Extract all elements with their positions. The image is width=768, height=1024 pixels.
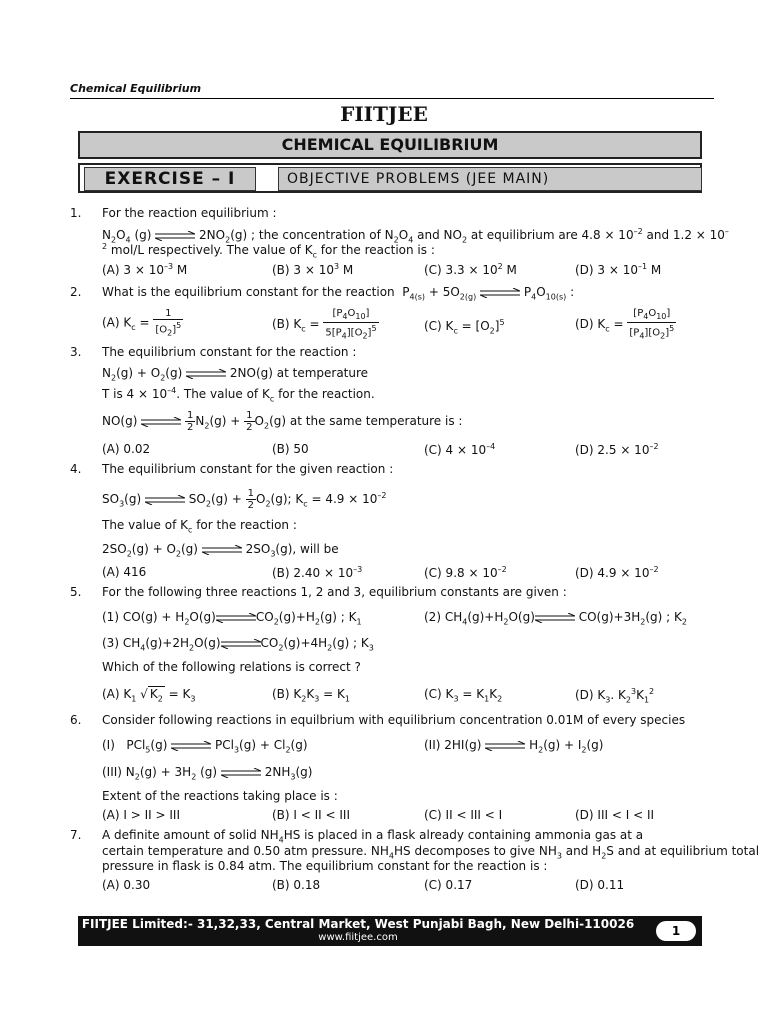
option: (C) $3.3 \times 10^2$ M	[424, 262, 517, 277]
q3-equation2: NO(g) $\frac{1}{2}$ $N_2(g)$ + $\frac{1}{2}$ $O_2(g)$ at the same temperature is :	[102, 410, 463, 433]
q4-equation2: $2SO_2(g) + O_2(g)$ $2SO_3(g)$, will be	[102, 542, 339, 559]
question-stem: For the following three reactions 1, 2 and 3, equilibrium constants are given :	[102, 585, 567, 599]
option: (C) $4 \times 10^{-4}$	[424, 442, 496, 457]
header-rule	[70, 98, 714, 99]
q4-line: The value of $K_c$ for the reaction :	[102, 518, 297, 535]
equilibrium-arrow-icon	[480, 288, 520, 298]
equilibrium-arrow-icon	[221, 768, 261, 778]
equilibrium-arrow-icon	[171, 741, 211, 751]
option: (D) $3 \times 10^{-1}$ M	[575, 262, 662, 277]
q5-reaction-1: (1) $CO(g) + H_2O(g)$ $CO_2(g)+H_2(g)$ ; $K_1$	[102, 610, 362, 627]
question-stem: The equilibrium constant for the reaction :	[102, 345, 357, 359]
q7-line2: certain temperature and 0.50 atm pressure. $NH_4HS$ decomposes to give $NH_3$ and $H_2S$ and at equilibrium total	[102, 844, 760, 861]
option: (A) $3 \times 10^{-3}$ M	[102, 262, 188, 277]
option: (A) 416	[102, 565, 147, 579]
option: (A) 0.02	[102, 442, 151, 456]
option: (A) $K_c$ = $\frac{1}{[O_2]^5}$	[102, 308, 182, 338]
option: (B) I < II < III	[272, 808, 351, 822]
option: (B) $3 \times 10^3$ M	[272, 262, 354, 277]
question-stem: What is the equilibrium constant for the reaction $P_{4(s)} + 5O_{2(g)}$ $P_4O_{10(s)}$ :	[102, 285, 575, 302]
option: (C) II < III < I	[424, 808, 503, 822]
option: (C) $K_c = [O_2]^5$	[424, 318, 505, 336]
brand-title: FIITJEE	[340, 102, 428, 126]
question-number: 3.	[70, 345, 82, 359]
q6-reaction-3: (III) $N_2(g) + 3H_2$ (g) $2NH_3(g)$	[102, 765, 313, 782]
footer-address: FIITJEE Limited:- 31,32,33, Central Market, West Punjabi Bagh, New Delhi-110026	[81, 917, 635, 931]
q7-line1: A definite amount of solid $NH_4HS$ is placed in a flask already containing ammonia gas at a	[102, 828, 644, 845]
footer-website[interactable]: www.fiitjee.com	[318, 932, 398, 943]
question-number: 5.	[70, 585, 82, 599]
q3-equation: $N_2(g) + O_2(g)$ 2NO(g) at temperature	[102, 366, 369, 383]
question-stem: The equilibrium constant for the given reaction :	[102, 462, 394, 476]
chapter-title: CHEMICAL EQUILIBRIUM	[78, 131, 702, 159]
option: (D) $4.9 \times 10^{-2}$	[575, 565, 659, 580]
option: (B) $K_2K_3 = K_1$	[272, 687, 350, 704]
option: (D) $K_c$ = $\frac{[P_4O_{10}]}{[P_4][O_2]^5}$	[575, 308, 675, 341]
q1-equation: $N_2O_4$ (g) $2NO_2(g)$ ; the concentration of $N_2O_4$ and $NO_2$ at equilibrium are $4.8 \times 10^{-2}$ and 1.2 × 10–	[102, 227, 729, 245]
option: (B) 50	[272, 442, 309, 456]
page-footer	[78, 916, 702, 946]
option: (D) III < I < II	[575, 808, 655, 822]
question-number: 7.	[70, 828, 82, 842]
option: (A) $K_1$ √ $K_2 = K_3$	[102, 687, 196, 704]
q4-equation: $SO_3(g) SO_2(g)$ + $\frac{1}{2}$ $O_2(g)$; $K_c = 4.9 \times 10^{-2}$	[102, 488, 387, 511]
q5-reaction-2: (2) $CH_4(g)+H_2O(g)$ $CO(g)+3H_2(g)$ ; $K_2$	[424, 610, 687, 627]
question-stem: For the reaction equilibrium :	[102, 206, 277, 220]
option: (A) 0.30	[102, 878, 151, 892]
option: (C) 0.17	[424, 878, 473, 892]
page-number: 1	[656, 921, 696, 941]
question-number: 4.	[70, 462, 82, 476]
section-label: OBJECTIVE PROBLEMS (JEE MAIN)	[278, 167, 702, 191]
equilibrium-arrow-icon	[186, 369, 226, 379]
equilibrium-arrow-icon	[155, 231, 195, 241]
exercise-banner	[78, 163, 702, 193]
equilibrium-arrow-icon	[216, 613, 256, 623]
q3-line: T is $4 \times 10^{-4}$. The value of $K_c$ for the reaction.	[102, 386, 375, 404]
question-number: 1.	[70, 206, 82, 220]
option: (B) 0.18	[272, 878, 321, 892]
equilibrium-arrow-icon	[202, 545, 242, 555]
exercise-label: EXERCISE – I	[84, 167, 256, 191]
option: (D) 0.11	[575, 878, 625, 892]
q5-which: Which of the following relations is correct ?	[102, 660, 361, 674]
option: (A) I > II > III	[102, 808, 180, 822]
option: (C) $9.8 \times 10^{-2}$	[424, 565, 507, 580]
question-stem: Consider following reactions in equilbrium with equilibrium concentration 0.01M of every species	[102, 713, 686, 727]
q6-reaction-1: (I) PCl$_5$(g) $PCl_3(g) + Cl_2(g)$	[102, 738, 308, 755]
option: (C) $K_3 = K_1K_2$	[424, 687, 503, 704]
q6-reaction-2: (II) 2HI(g) $H_2(g) + I_2(g)$	[424, 738, 604, 755]
option: (B) $K_c$ = $\frac{[P_4O_{10}]}{5[P_4][O_2]^5}$	[272, 308, 377, 341]
equilibrium-arrow-icon	[535, 613, 575, 623]
q1-line2: $^2$ mol/L respectively. The value of $K_c$ for the reaction is :	[102, 242, 435, 260]
equilibrium-arrow-icon	[145, 495, 185, 505]
equilibrium-arrow-icon	[485, 741, 525, 751]
equilibrium-arrow-icon	[221, 639, 261, 649]
q5-reaction-3: (3) $CH_4(g)+2H_2O(g)$ $CO_2(g)+4H_2(g)$ ; $K_3$	[102, 636, 374, 653]
option: (D) $2.5 \times 10^{-2}$	[575, 442, 659, 457]
question-number: 2.	[70, 285, 82, 299]
equilibrium-arrow-icon	[141, 417, 181, 427]
q6-extent: Extent of the reactions taking place is :	[102, 789, 338, 803]
q7-line3: pressure in flask is 0.84 atm. The equilibrium constant for the reaction is :	[102, 859, 548, 873]
question-number: 6.	[70, 713, 82, 727]
running-title: Chemical Equilibrium	[70, 82, 202, 95]
option: (B) $2.40 \times 10^{-3}$	[272, 565, 363, 580]
option: (D) $K_3$. $K_2^3K_1^2$	[575, 687, 655, 705]
